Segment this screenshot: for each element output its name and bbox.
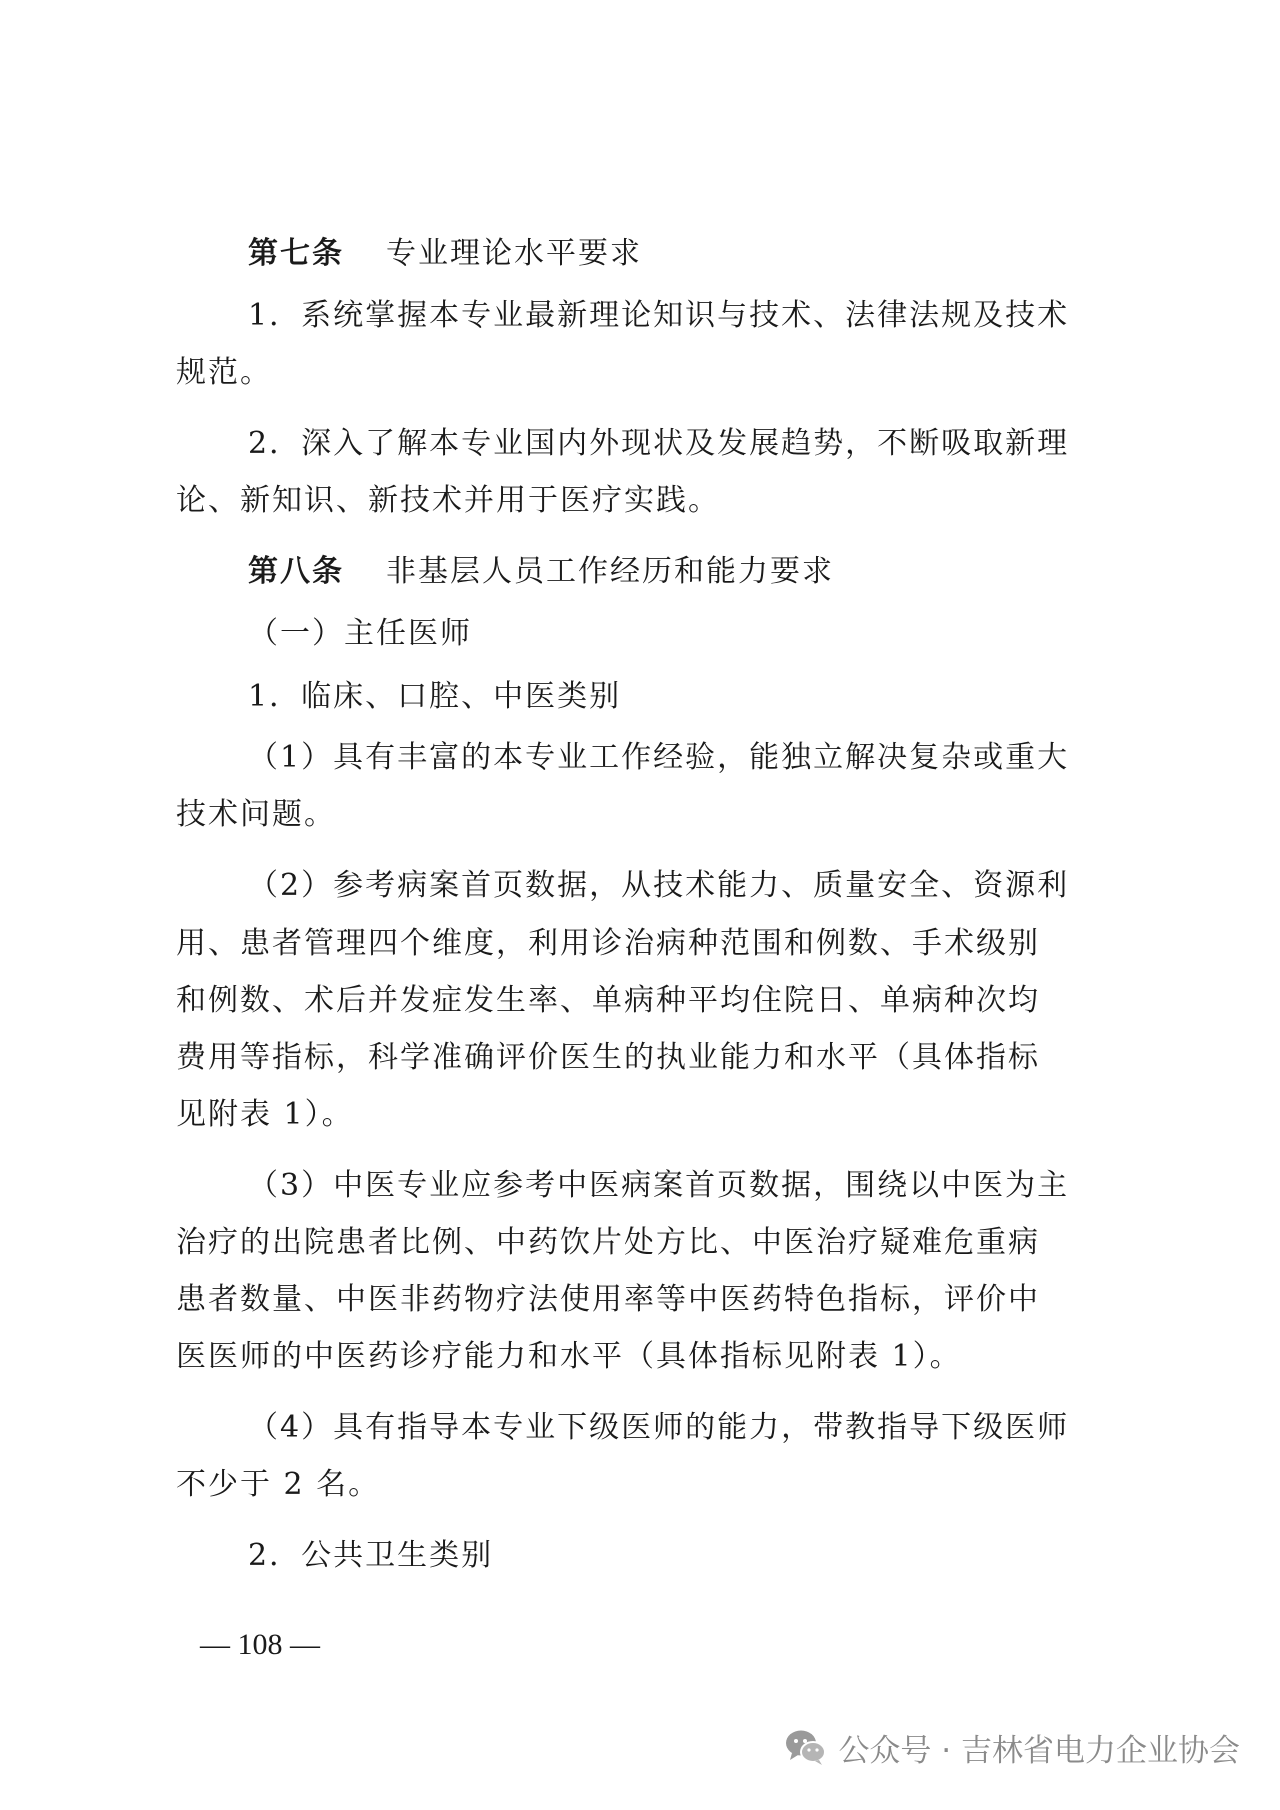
article-8-label: 第八条	[248, 554, 344, 589]
article-8-heading-line	[248, 552, 834, 592]
paragraph-line: 患者数量、中医非药物疗法使用率等中医药特色指标，评价中	[176, 1282, 1040, 1317]
category-heading: 1．临床、口腔、中医类别	[248, 679, 622, 714]
paragraph-line: 2．深入了解本专业国内外现状及发展趋势，不断吸取新理	[248, 426, 1070, 461]
article-8-title: 非基层人员工作经历和能力要求	[386, 554, 834, 589]
paragraph-line: 医医师的中医药诊疗能力和水平（具体指标见附表 1）。	[176, 1339, 962, 1374]
watermark	[784, 1722, 1240, 1772]
article-7-label: 第七条	[248, 236, 344, 271]
paragraph-line: 费用等指标，科学准确评价医生的执业能力和水平（具体指标	[176, 1040, 1040, 1075]
article-7-title: 专业理论水平要求	[386, 236, 642, 271]
article-7-heading-line	[248, 234, 642, 274]
section-heading: （一）主任医师	[248, 616, 472, 651]
page-number: — 108 —	[200, 1628, 320, 1661]
paragraph-line: （3）中医专业应参考中医病案首页数据，围绕以中医为主	[248, 1168, 1070, 1203]
paragraph-line: 用、患者管理四个维度，利用诊治病种范围和例数、手术级别	[176, 926, 1040, 961]
watermark-text: 公众号 · 吉林省电力企业协会	[838, 1732, 1240, 1769]
paragraph-line: 和例数、术后并发症发生率、单病种平均住院日、单病种次均	[176, 983, 1040, 1018]
paragraph-line: （1）具有丰富的本专业工作经验，能独立解决复杂或重大	[248, 740, 1070, 775]
category-heading: 2．公共卫生类别	[248, 1538, 494, 1573]
paragraph-line: （4）具有指导本专业下级医师的能力，带教指导下级医师	[248, 1410, 1070, 1445]
wechat-icon	[784, 1727, 828, 1767]
paragraph-line: 治疗的出院患者比例、中药饮片处方比、中医治疗疑难危重病	[176, 1225, 1040, 1260]
paragraph-line: 技术问题。	[176, 797, 336, 832]
paragraph-line: （2）参考病案首页数据，从技术能力、质量安全、资源利	[248, 868, 1070, 903]
paragraph-line: 1．系统掌握本专业最新理论知识与技术、法律法规及技术	[248, 298, 1070, 333]
paragraph-line: 论、新知识、新技术并用于医疗实践。	[176, 483, 720, 518]
paragraph-line: 不少于 2 名。	[176, 1467, 381, 1502]
paragraph-line: 见附表 1）。	[176, 1097, 354, 1132]
paragraph-line: 规范。	[176, 355, 272, 390]
